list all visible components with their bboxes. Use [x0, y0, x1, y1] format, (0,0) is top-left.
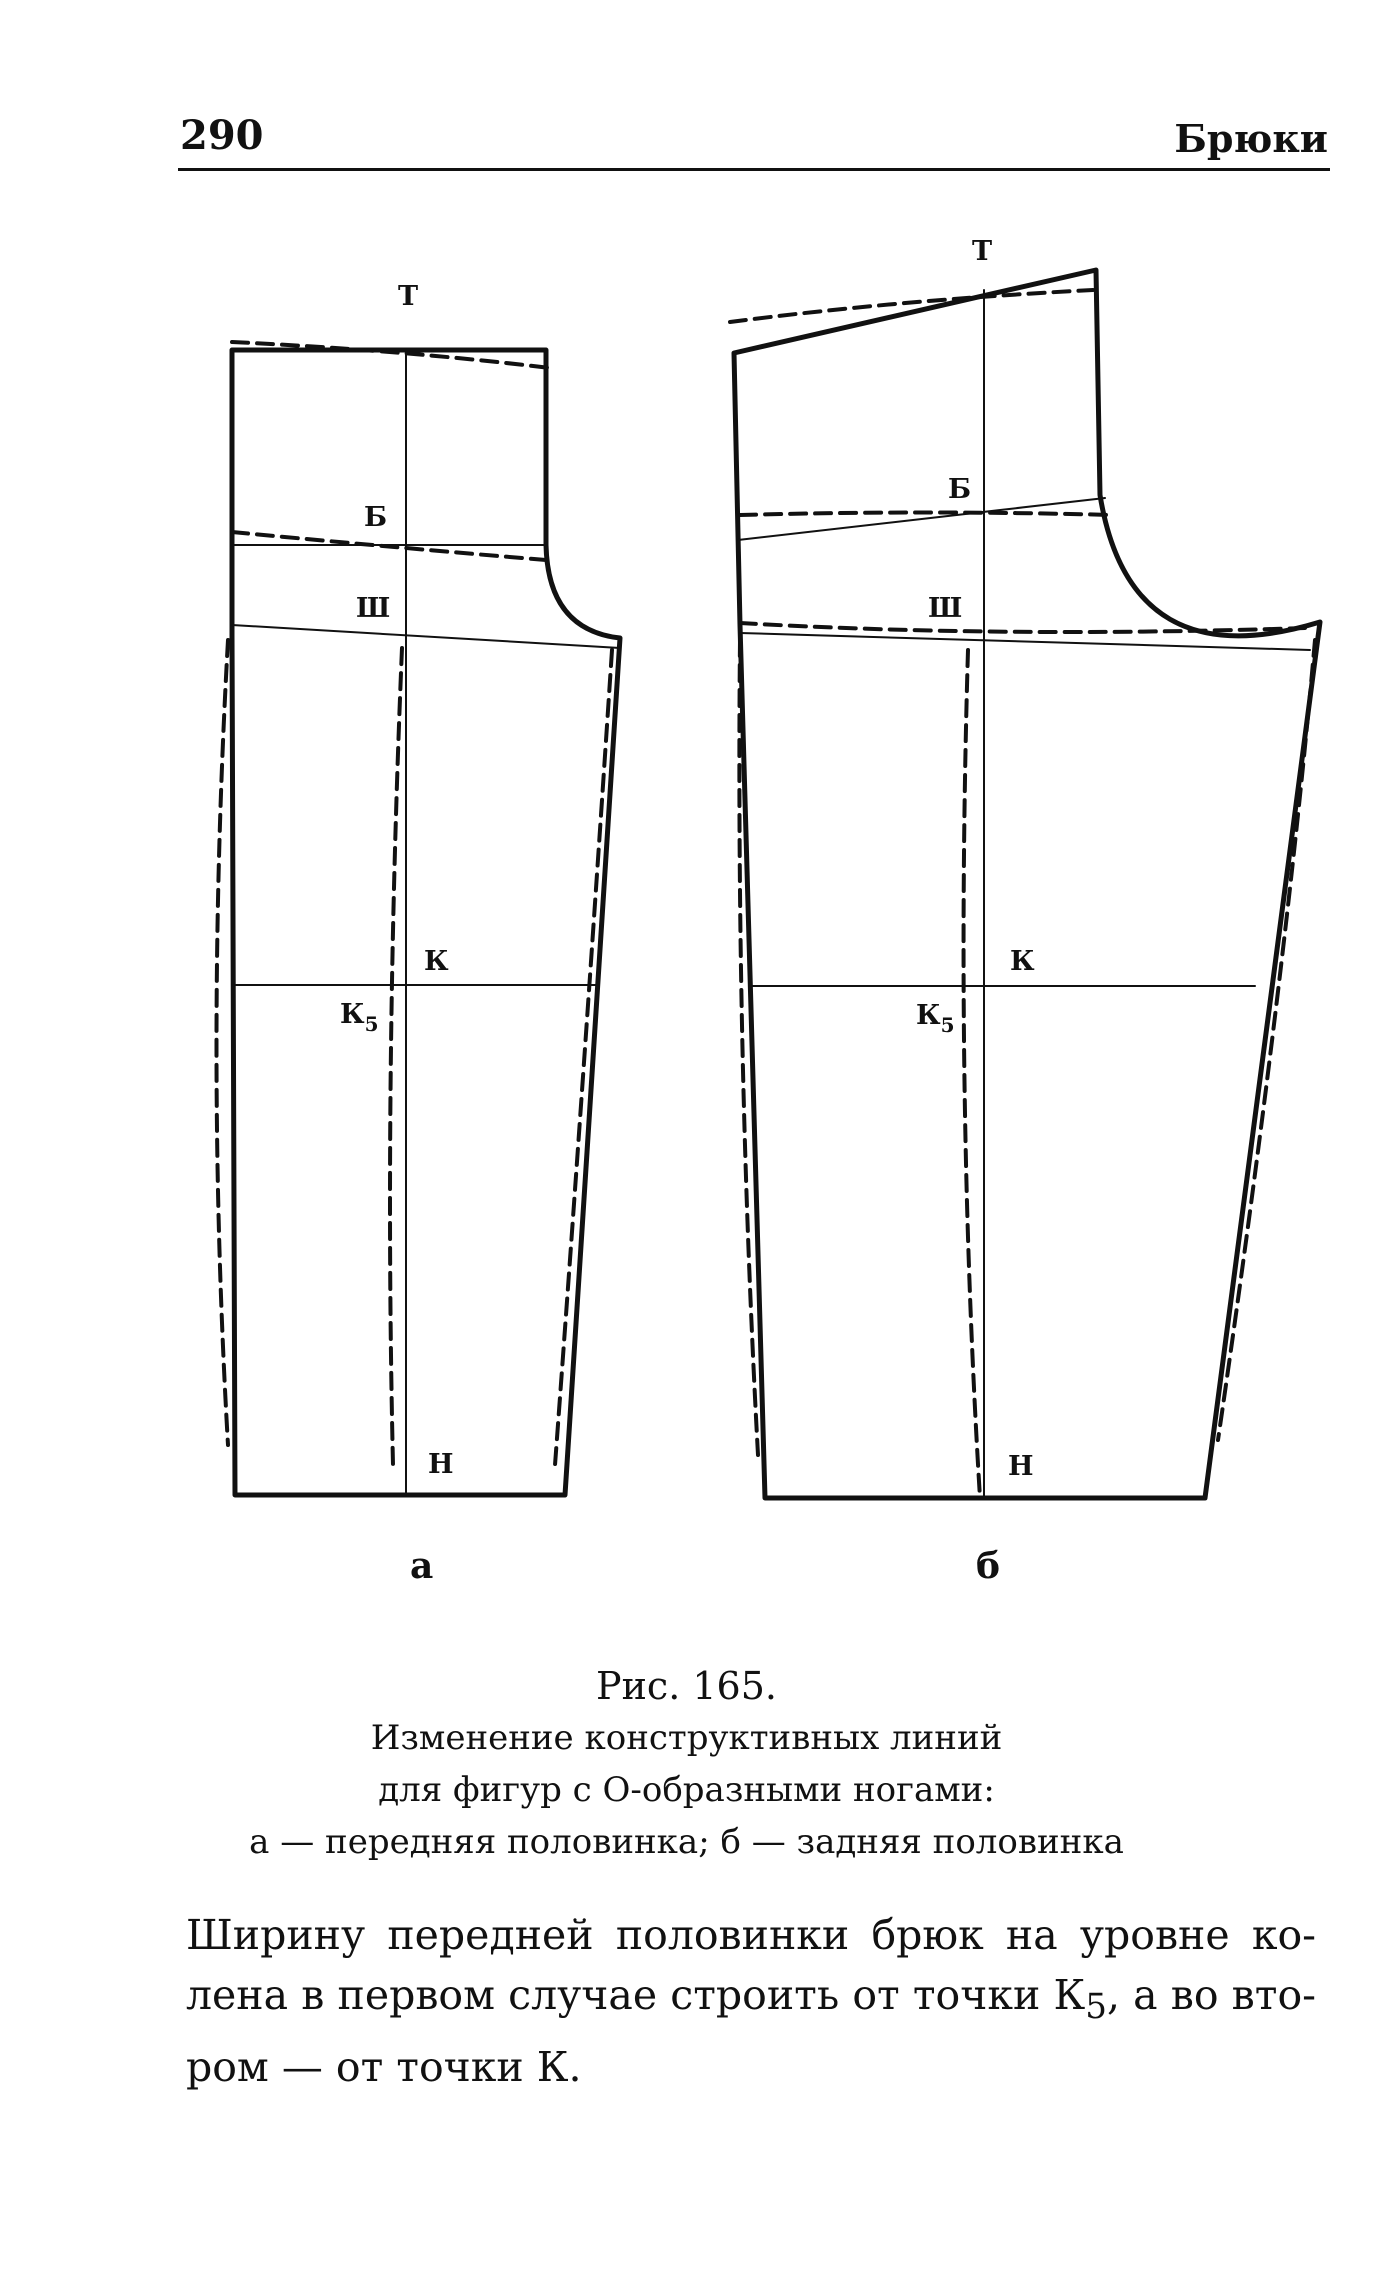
- front-figure-label: а: [410, 1545, 434, 1587]
- front-side-dashed: [217, 640, 229, 1445]
- front-point-k5-subscript: 5: [364, 1012, 379, 1036]
- body-text-subscript: 5: [1085, 1987, 1107, 2028]
- page-number: 290: [180, 112, 264, 159]
- back-point-b: Б: [948, 474, 972, 505]
- front-point-k5: [340, 999, 378, 1036]
- back-crotch-dashed: [740, 623, 1305, 632]
- front-crotch-line: [232, 625, 620, 648]
- back-hip-dashed: [740, 513, 1112, 516]
- front-point-k: К: [424, 946, 449, 977]
- front-half-drawing: [217, 281, 621, 1587]
- figure-caption: [0, 1660, 1373, 1868]
- back-figure-label: б: [976, 1545, 1001, 1587]
- back-point-t: Т: [972, 236, 993, 267]
- front-waist-dashed: [232, 342, 550, 368]
- body-paragraph: [186, 1905, 1316, 2097]
- front-point-n: Н: [428, 1449, 454, 1480]
- front-point-sh: Ш: [356, 593, 391, 624]
- back-point-k5-letter: К: [916, 1000, 941, 1031]
- front-point-k5-letter: К: [340, 999, 365, 1030]
- back-hip-line: [738, 498, 1105, 540]
- front-outline: [232, 350, 620, 1495]
- front-point-t: Т: [398, 281, 419, 312]
- back-point-k: К: [1010, 946, 1035, 977]
- back-center-dashed: [964, 650, 980, 1498]
- body-text-part2: , а во вто-ром — от точки К.: [186, 1971, 1316, 2092]
- front-point-b: Б: [364, 502, 388, 533]
- body-text-part1: Ширину передней половинки брюк на уровне ко-лена в первом случае строить от точки К: [186, 1911, 1316, 2019]
- back-outline: [734, 270, 1320, 1498]
- back-waist-dashed: [730, 290, 1093, 322]
- back-point-k5-subscript: 5: [940, 1013, 955, 1037]
- figure-number: Рис. 165.: [596, 1664, 777, 1708]
- back-point-sh: Ш: [928, 593, 963, 624]
- caption-line-1: Изменение конструктивных линий: [370, 1718, 1003, 1758]
- section-title: Брюки: [1174, 116, 1328, 161]
- caption-line-3: а — передняя половинка; б — задняя половинка: [249, 1822, 1124, 1862]
- back-half-drawing: [730, 236, 1320, 1587]
- caption-line-2: для фигур с О-образными ногами:: [378, 1770, 995, 1810]
- front-inseam-dashed: [555, 650, 612, 1465]
- back-point-n: Н: [1008, 1451, 1034, 1482]
- back-point-k5: [916, 1000, 954, 1037]
- front-center-dashed: [390, 648, 402, 1465]
